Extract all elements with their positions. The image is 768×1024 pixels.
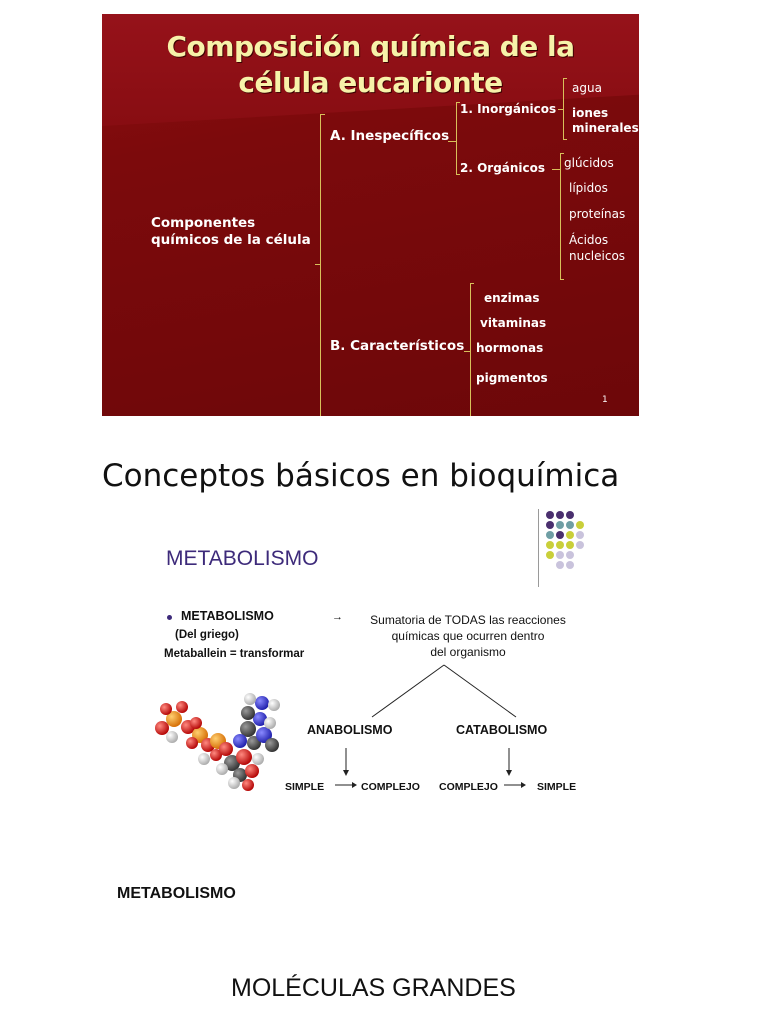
sub-inorganicos-label: 1. Inorgánicos	[460, 102, 557, 116]
branch-a-tick	[448, 141, 456, 142]
root-label: Componentes químicos de la célula	[151, 215, 311, 248]
anabolismo-label: ANABOLISMO	[307, 723, 393, 737]
branch-b-bracket	[470, 283, 471, 416]
slide1-title-line2: célula eucarionte	[238, 66, 503, 99]
branch-b-label: B. Característicos	[330, 338, 465, 354]
bullet-origin: (Del griego)	[175, 629, 239, 641]
sub-organicos-label: 2. Orgánicos	[460, 161, 546, 175]
item-proteinas: proteínas	[569, 207, 626, 221]
atp-molecule-illustration	[152, 683, 284, 795]
root-bracket	[320, 114, 321, 416]
item-iones-minerales: iones minerales	[572, 106, 639, 135]
branch-a-bracket	[456, 102, 457, 175]
item-agua: agua	[572, 81, 602, 95]
root-bracket-top	[320, 114, 325, 115]
anabolismo-from: SIMPLE	[285, 781, 325, 793]
item-hormonas: hormonas	[476, 341, 544, 355]
slide-page-number: 1	[602, 395, 608, 405]
organicos-bracket	[560, 153, 561, 280]
inorganicos-bracket-bottom	[563, 139, 567, 140]
slide-metabolismo	[102, 505, 639, 825]
arrow-glyph: →	[332, 611, 343, 623]
item-acidos-nucleicos: Ácidos nucleicos	[569, 233, 626, 263]
catabolismo-label: CATABOLISMO	[456, 723, 548, 737]
bullet-etymology: Metaballein = transformar	[164, 648, 305, 660]
bullet-term: METABOLISMO	[181, 609, 274, 623]
item-pigmentos: pigmentos	[476, 371, 548, 385]
item-enzimas: enzimas	[484, 291, 540, 305]
catabolismo-to: SIMPLE	[537, 781, 577, 793]
bottom-metabolismo-label: METABOLISMO	[117, 885, 236, 902]
inorganicos-bracket	[563, 78, 564, 140]
slide-composicion-quimica	[102, 14, 639, 416]
sub-organicos-tick	[552, 169, 560, 170]
item-lipidos: lípidos	[569, 181, 608, 195]
organicos-bracket-top	[560, 153, 564, 154]
organicos-bracket-bottom	[560, 279, 564, 280]
item-glucidos: glúcidos	[564, 156, 614, 170]
definition-text: Sumatoria de TODAS las reacciones químicas que ocurren dentro del organismo	[370, 613, 566, 659]
anabolismo-to: COMPLEJO	[361, 781, 420, 793]
slide1-title-line1: Composición química de la	[166, 30, 575, 63]
bottom-title: MOLÉCULAS GRANDES	[231, 974, 516, 1002]
branch-a-label: A. Inespecíficos	[330, 128, 450, 144]
catabolismo-from: COMPLEJO	[439, 781, 498, 793]
slide2-title: METABOLISMO	[166, 547, 319, 570]
branch-b-bracket-top	[470, 283, 474, 284]
section-heading: Conceptos básicos en bioquímica	[102, 458, 620, 494]
inorganicos-bracket-top	[563, 78, 567, 79]
item-vitaminas: vitaminas	[480, 316, 547, 330]
